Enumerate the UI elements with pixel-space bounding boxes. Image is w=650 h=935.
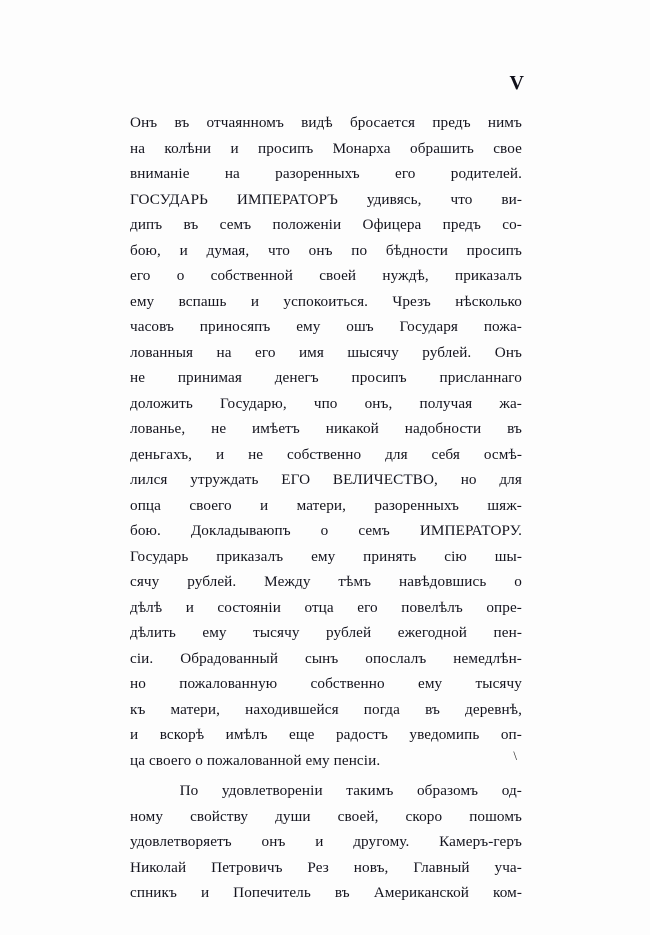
- word: онъ: [308, 241, 333, 259]
- word: опре-: [486, 598, 522, 616]
- word: Между: [264, 573, 311, 590]
- word: по: [351, 241, 368, 259]
- word: другому.: [353, 833, 410, 850]
- word: не: [248, 445, 264, 463]
- word: для: [385, 445, 408, 463]
- word: своей,: [337, 807, 379, 825]
- word: получая: [419, 394, 473, 412]
- word: образомъ: [416, 782, 479, 799]
- word: приносяпъ: [199, 318, 271, 335]
- word: немедлѣн-: [453, 649, 522, 667]
- word: рублей: [326, 624, 372, 641]
- word: рублей.: [187, 573, 237, 590]
- word: Онъ: [494, 343, 522, 361]
- word: ГОСУДАРЬ: [130, 190, 208, 208]
- word: ви-: [501, 190, 522, 208]
- word: вспашь: [178, 292, 227, 310]
- word: повелѣлъ: [401, 598, 463, 616]
- word: собственно: [287, 445, 362, 463]
- word: ИМПЕРАТОРУ.: [419, 522, 522, 539]
- word: Петровичъ: [211, 858, 283, 876]
- margin-mark: \: [513, 748, 517, 763]
- text-line: [130, 620, 522, 646]
- word: ошъ: [346, 318, 374, 335]
- paragraph-2: [130, 778, 522, 906]
- word: сячу: [130, 573, 160, 590]
- word: дипъ: [130, 216, 163, 233]
- word: шы-: [494, 547, 522, 565]
- word: Главный: [413, 858, 470, 876]
- word: дѣлить: [130, 624, 176, 641]
- word: о: [320, 522, 329, 539]
- word: ИМПЕРАТОРЪ: [236, 190, 338, 208]
- word: нимъ: [487, 114, 522, 131]
- text-line: [130, 493, 522, 519]
- word: собственно: [310, 675, 385, 692]
- word: собственной: [210, 267, 293, 284]
- word: ему: [311, 547, 336, 565]
- word: своего: [189, 496, 232, 514]
- word: ему: [417, 675, 443, 692]
- word: думая,: [206, 241, 250, 259]
- text-line: [130, 314, 522, 340]
- word: что: [450, 190, 473, 208]
- word: въ: [174, 114, 190, 131]
- word: сіи.: [130, 649, 154, 667]
- word: бою,: [130, 241, 161, 259]
- word: Чрезъ: [392, 292, 431, 310]
- text-line: [130, 136, 522, 162]
- word: ежегодной: [397, 624, 468, 641]
- word: семъ: [358, 522, 390, 539]
- word: денегъ: [274, 369, 319, 386]
- word: ему: [130, 292, 155, 310]
- text-line: [130, 212, 522, 238]
- word: успокоиться.: [283, 292, 369, 310]
- word: о: [514, 573, 522, 590]
- word: для: [499, 471, 522, 488]
- word: въ: [425, 700, 440, 718]
- word: и: [215, 445, 225, 463]
- word: такимъ: [346, 782, 394, 799]
- word: удовлетворяетъ: [130, 833, 232, 850]
- word: Государю,: [220, 394, 287, 412]
- word: Государя: [399, 318, 458, 335]
- word: Николай: [130, 858, 187, 876]
- word: свойству: [190, 807, 249, 825]
- word: онъ: [261, 833, 286, 850]
- text-line: [130, 161, 522, 187]
- word: деревнѣ,: [465, 700, 522, 718]
- word: его: [255, 343, 276, 361]
- word: пен-: [493, 624, 522, 641]
- word: обрашить: [410, 139, 474, 157]
- word: часовъ: [130, 318, 174, 335]
- word: навѣдовшись: [399, 573, 487, 590]
- word: пожалованную: [179, 675, 278, 692]
- word: находившейся: [245, 700, 339, 718]
- word: пошомъ: [469, 807, 522, 825]
- word: Докладываюпъ: [190, 522, 291, 539]
- word: Онъ: [130, 114, 158, 131]
- word: спникъ: [130, 884, 177, 901]
- word: разоренныхъ: [275, 165, 360, 182]
- word: тѣмъ: [338, 573, 372, 590]
- text-line: [130, 722, 522, 748]
- word: имя: [298, 343, 324, 361]
- page-number: V: [509, 72, 525, 94]
- text-line: [130, 416, 522, 442]
- word: и: [200, 884, 210, 901]
- word: родителей.: [450, 165, 522, 182]
- word: и: [130, 726, 139, 743]
- word: въ: [507, 420, 522, 437]
- word: утруждать: [190, 471, 259, 488]
- word: вниманіе: [130, 165, 190, 182]
- word: удовлетвореніи: [221, 782, 323, 799]
- word: на: [224, 165, 240, 182]
- word: и: [230, 139, 239, 157]
- word: просипъ: [466, 241, 522, 259]
- word: въ: [334, 884, 350, 901]
- word: Государь: [130, 547, 189, 565]
- word: со-: [502, 216, 522, 233]
- word: опослалъ: [365, 649, 427, 667]
- word: онъ,: [364, 394, 393, 412]
- word: вскорѣ: [159, 726, 205, 743]
- text-line: [130, 391, 522, 417]
- text-line: [130, 467, 522, 493]
- word: Попечитель: [233, 884, 311, 901]
- word: опца: [130, 496, 161, 514]
- text-line: [130, 289, 522, 315]
- text-line: [130, 110, 522, 136]
- text-line: [130, 238, 522, 264]
- word: принимая: [177, 369, 242, 386]
- word: матери,: [296, 496, 347, 514]
- word: Американской: [373, 884, 470, 901]
- word: приказалъ: [216, 547, 284, 565]
- text-line: [130, 595, 522, 621]
- word: нуждѣ,: [382, 267, 429, 284]
- word: бою.: [130, 522, 161, 539]
- word: жа-: [499, 394, 522, 412]
- word: принять: [363, 547, 417, 565]
- word: ком-: [493, 884, 522, 901]
- word: что: [267, 241, 290, 259]
- word: колѣни: [164, 139, 212, 157]
- text-line: [130, 646, 522, 672]
- word: предъ: [432, 114, 471, 131]
- word: Монарха: [332, 139, 391, 157]
- word: лованныя: [130, 343, 194, 361]
- word: въ: [183, 216, 199, 233]
- word: состояніи: [217, 598, 281, 616]
- text-line: [130, 263, 522, 289]
- word: его: [130, 267, 151, 284]
- text-line: [130, 697, 522, 723]
- word: и: [260, 496, 269, 514]
- word: о: [176, 267, 185, 284]
- word: оп-: [500, 726, 522, 743]
- word: матери,: [170, 700, 220, 718]
- word: бросается: [349, 114, 416, 131]
- text-line: [130, 187, 522, 213]
- word: души: [275, 807, 311, 825]
- word: уведомипь: [409, 726, 480, 743]
- word: своей: [319, 267, 357, 284]
- word: Офицера: [362, 216, 422, 233]
- text-line: [130, 569, 522, 595]
- word: По: [179, 782, 199, 799]
- word: скоро: [405, 807, 443, 825]
- word: уча-: [494, 858, 522, 876]
- word: положеніи: [272, 216, 342, 233]
- word: но: [130, 675, 146, 692]
- word: не: [130, 369, 146, 386]
- word: Обрадованный: [180, 649, 279, 667]
- text-line: [130, 855, 522, 881]
- word: ЕГО: [281, 471, 311, 488]
- word: ВЕЛИЧЕСТВО,: [332, 471, 438, 488]
- word: шяж-: [487, 496, 522, 514]
- word: шысячу: [347, 343, 399, 361]
- word: од-: [501, 782, 522, 799]
- word: нѣсколько: [455, 292, 522, 310]
- body-text: [130, 110, 522, 906]
- word: себя: [431, 445, 460, 463]
- text-line: [130, 829, 522, 855]
- paragraph-1: [130, 110, 522, 773]
- text-line: ца своего о пожалованной ему пенсіи.: [130, 751, 381, 769]
- word: никакой: [325, 420, 379, 437]
- word: радостъ: [335, 726, 388, 743]
- text-line: [130, 880, 522, 906]
- word: ему: [296, 318, 321, 335]
- word: лился: [130, 471, 168, 488]
- word: его: [395, 165, 416, 182]
- word: но: [460, 471, 477, 488]
- word: новъ,: [353, 858, 389, 876]
- word: ему: [202, 624, 227, 641]
- word: доложить: [130, 394, 193, 412]
- word: имѣлъ: [225, 726, 268, 743]
- word: на: [216, 343, 232, 361]
- word: надобности: [404, 420, 482, 437]
- text-line: [130, 365, 522, 391]
- word: лованье,: [130, 420, 186, 437]
- word: отчаянномъ: [206, 114, 284, 131]
- text-line: [130, 442, 522, 468]
- word: присланнаго: [439, 369, 522, 386]
- word: семъ: [219, 216, 252, 233]
- word: видѣ: [301, 114, 333, 131]
- word: имѣетъ: [252, 420, 300, 437]
- word: бѣдности: [385, 241, 448, 259]
- word: предъ: [442, 216, 481, 233]
- word: отца: [304, 598, 334, 616]
- text-line: [130, 804, 522, 830]
- word: пожа-: [483, 318, 522, 335]
- word: разоренныхъ: [374, 496, 459, 514]
- text-line: [130, 340, 522, 366]
- word: и: [315, 833, 324, 850]
- word: просипъ: [258, 139, 314, 157]
- word: сынъ: [305, 649, 339, 667]
- word: дѣлѣ: [130, 598, 163, 616]
- text-line: [130, 778, 522, 804]
- word: приказалъ: [455, 267, 522, 284]
- text-line: [130, 544, 522, 570]
- text-line: [130, 671, 522, 697]
- word: и: [185, 598, 194, 616]
- word: Рез: [307, 858, 329, 876]
- word: свое: [493, 139, 522, 157]
- word: осмѣ-: [483, 445, 522, 463]
- word: тысячу: [475, 675, 522, 692]
- word: на: [130, 139, 146, 157]
- word: погда: [363, 700, 400, 718]
- word: просипъ: [351, 369, 407, 386]
- word: тысячу: [253, 624, 300, 641]
- word: чпо: [313, 394, 338, 412]
- word: рублей.: [422, 343, 472, 361]
- text-line: [130, 518, 522, 544]
- word: деньгахъ,: [130, 445, 193, 463]
- word: еще: [289, 726, 315, 743]
- word: не: [211, 420, 227, 437]
- word: Камеръ-геръ: [439, 833, 522, 850]
- word: къ: [130, 700, 146, 718]
- word: удивясь,: [366, 190, 422, 208]
- word: сію: [444, 547, 467, 565]
- word: ному: [130, 807, 164, 825]
- word: его: [357, 598, 378, 616]
- word: и: [179, 241, 188, 259]
- word: и: [250, 292, 260, 310]
